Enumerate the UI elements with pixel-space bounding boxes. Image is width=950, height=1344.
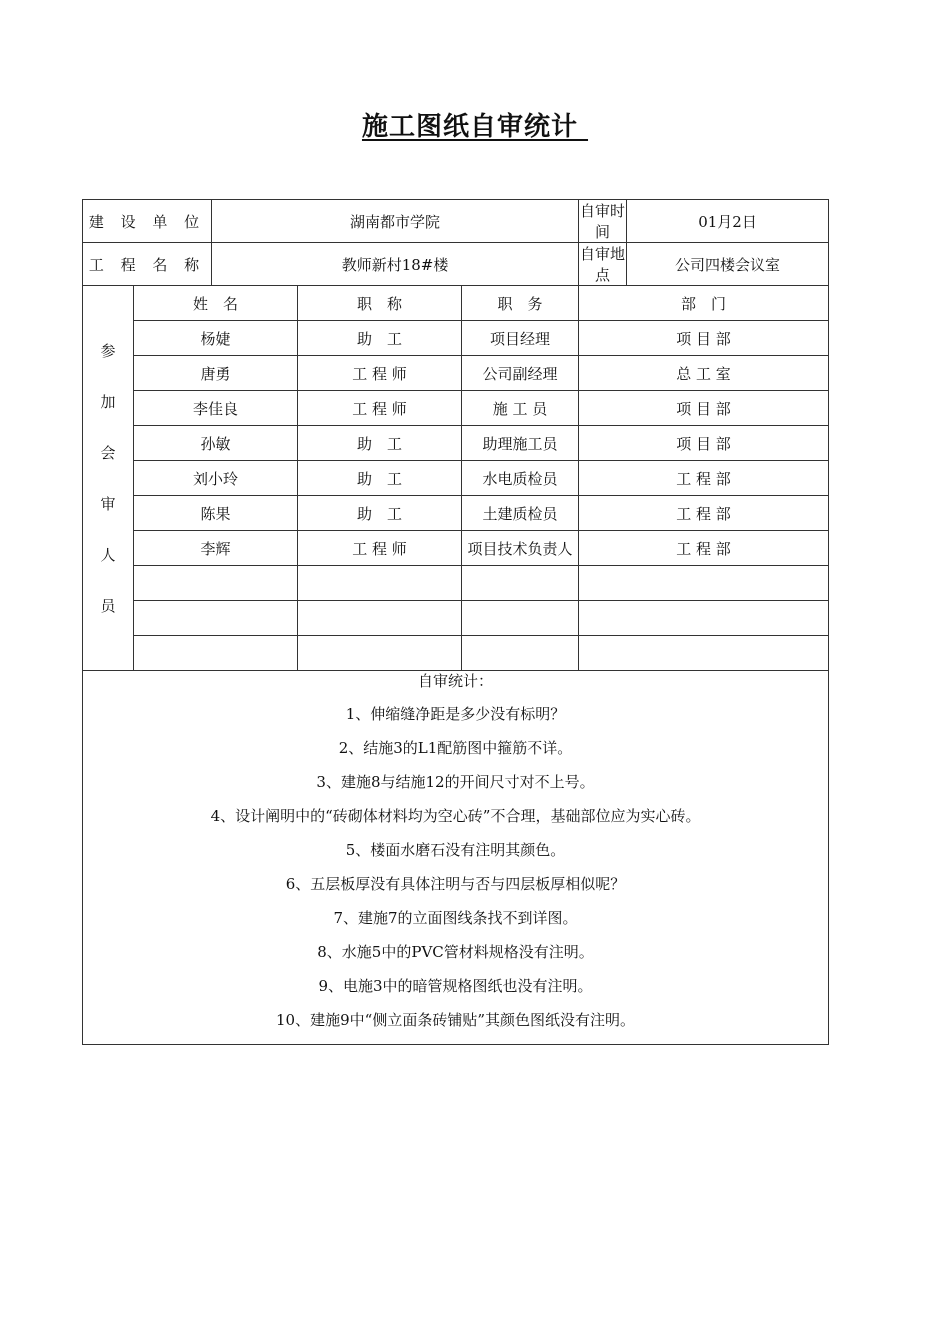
- participant-name: 杨婕: [134, 321, 298, 356]
- participant-row: [83, 461, 829, 496]
- participant-row-empty: [83, 601, 829, 636]
- participant-position: 项目经理: [462, 321, 579, 356]
- participants-side-label: [83, 286, 134, 671]
- participant-name: 刘小玲: [134, 461, 298, 496]
- side-char: 加: [100, 393, 116, 411]
- note-item: 2、结施3的L1配筋图中箍筋不详。: [338, 739, 573, 757]
- side-char: 会: [100, 444, 116, 462]
- participant-row-empty: [83, 566, 829, 601]
- header-name: 姓 名: [134, 286, 298, 321]
- participant-title: 助 工: [298, 461, 462, 496]
- participant-row: [83, 531, 829, 566]
- notes-row: [83, 671, 829, 1045]
- participant-row: [83, 496, 829, 531]
- participant-title: 工 程 师: [298, 391, 462, 426]
- place-label: 自审地点: [579, 243, 627, 286]
- participant-title: 助 工: [298, 426, 462, 461]
- participant-name: [134, 636, 298, 671]
- document-title: [0, 106, 950, 143]
- notes-title: 自审统计：: [418, 672, 494, 690]
- header-title: 职 称: [298, 286, 462, 321]
- participant-position: 助理施工员: [462, 426, 579, 461]
- note-item: 6、五层板厚没有具体注明与否与四层板厚相似呢？: [285, 875, 626, 893]
- header-position: 职 务: [462, 286, 579, 321]
- time-value: 01月2日: [627, 200, 829, 243]
- note-item: 7、建施7的立面图线条找不到详图。: [333, 909, 578, 927]
- participant-department: 工 程 部: [579, 461, 829, 496]
- participant-name: 陈果: [134, 496, 298, 531]
- unit-value: 湖南都市学院: [212, 200, 579, 243]
- participant-department: 项 目 部: [579, 321, 829, 356]
- note-item: 1、伸缩缝净距是多少没有标明？: [345, 705, 566, 723]
- side-char: 参: [100, 342, 116, 360]
- participant-position: 水电质检员: [462, 461, 579, 496]
- participant-title: 助 工: [298, 496, 462, 531]
- note-item: 4、设计阐明中的“砖砌体材料均为空心砖”不合理，基础部位应为实心砖。: [210, 807, 701, 825]
- participant-department: 项 目 部: [579, 426, 829, 461]
- participant-row-empty: [83, 636, 829, 671]
- time-label: 自审时间: [579, 200, 627, 243]
- participant-name: 孙敏: [134, 426, 298, 461]
- place-value: 公司四楼会议室: [627, 243, 829, 286]
- side-char: 员: [100, 597, 116, 615]
- participant-department: 项 目 部: [579, 391, 829, 426]
- project-label: 工 程 名 称: [83, 243, 212, 286]
- project-value: 教师新村18#楼: [212, 243, 579, 286]
- participant-department: [579, 566, 829, 601]
- title-text: 施工图纸自审统计: [361, 112, 589, 142]
- note-item: 10、建施9中“侧立面条砖铺贴”其颜色图纸没有注明。: [276, 1011, 635, 1029]
- notes-cell: [83, 671, 829, 1045]
- participant-department: [579, 636, 829, 671]
- header-department: 部 门: [579, 286, 829, 321]
- participant-name: [134, 601, 298, 636]
- note-item: 9、电施3中的暗管规格图纸也没有注明。: [318, 977, 593, 995]
- participant-position: 土建质检员: [462, 496, 579, 531]
- participant-department: 工 程 部: [579, 496, 829, 531]
- participant-row: [83, 356, 829, 391]
- participant-row: [83, 391, 829, 426]
- unit-label: 建 设 单 位: [83, 200, 212, 243]
- participants-header-row: [83, 286, 829, 321]
- side-char: 人: [100, 546, 116, 564]
- participant-department: 工 程 部: [579, 531, 829, 566]
- participant-position: [462, 566, 579, 601]
- review-table: [82, 199, 829, 1045]
- participant-row: [83, 321, 829, 356]
- participant-name: 唐勇: [134, 356, 298, 391]
- participant-department: 总 工 室: [579, 356, 829, 391]
- participant-title: [298, 566, 462, 601]
- participant-position: 施 工 员: [462, 391, 579, 426]
- participant-position: [462, 601, 579, 636]
- participant-department: [579, 601, 829, 636]
- participant-name: 李辉: [134, 531, 298, 566]
- participant-title: 助 工: [298, 321, 462, 356]
- side-char: 审: [100, 495, 116, 513]
- participant-position: [462, 636, 579, 671]
- info-row-unit: [83, 200, 829, 243]
- note-item: 5、楼面水磨石没有注明其颜色。: [345, 841, 566, 859]
- participant-row: [83, 426, 829, 461]
- note-item: 3、建施8与结施12的开间尺寸对不上号。: [316, 773, 595, 791]
- participant-position: 公司副经理: [462, 356, 579, 391]
- participant-title: [298, 636, 462, 671]
- info-row-project: [83, 243, 829, 286]
- participant-title: 工 程 师: [298, 356, 462, 391]
- note-item: 8、水施5中的PVC管材料规格没有注明。: [317, 943, 594, 961]
- participant-name: 李佳良: [134, 391, 298, 426]
- participant-position: 项目技术负责人: [462, 531, 579, 566]
- participant-title: [298, 601, 462, 636]
- participant-name: [134, 566, 298, 601]
- participant-title: 工 程 师: [298, 531, 462, 566]
